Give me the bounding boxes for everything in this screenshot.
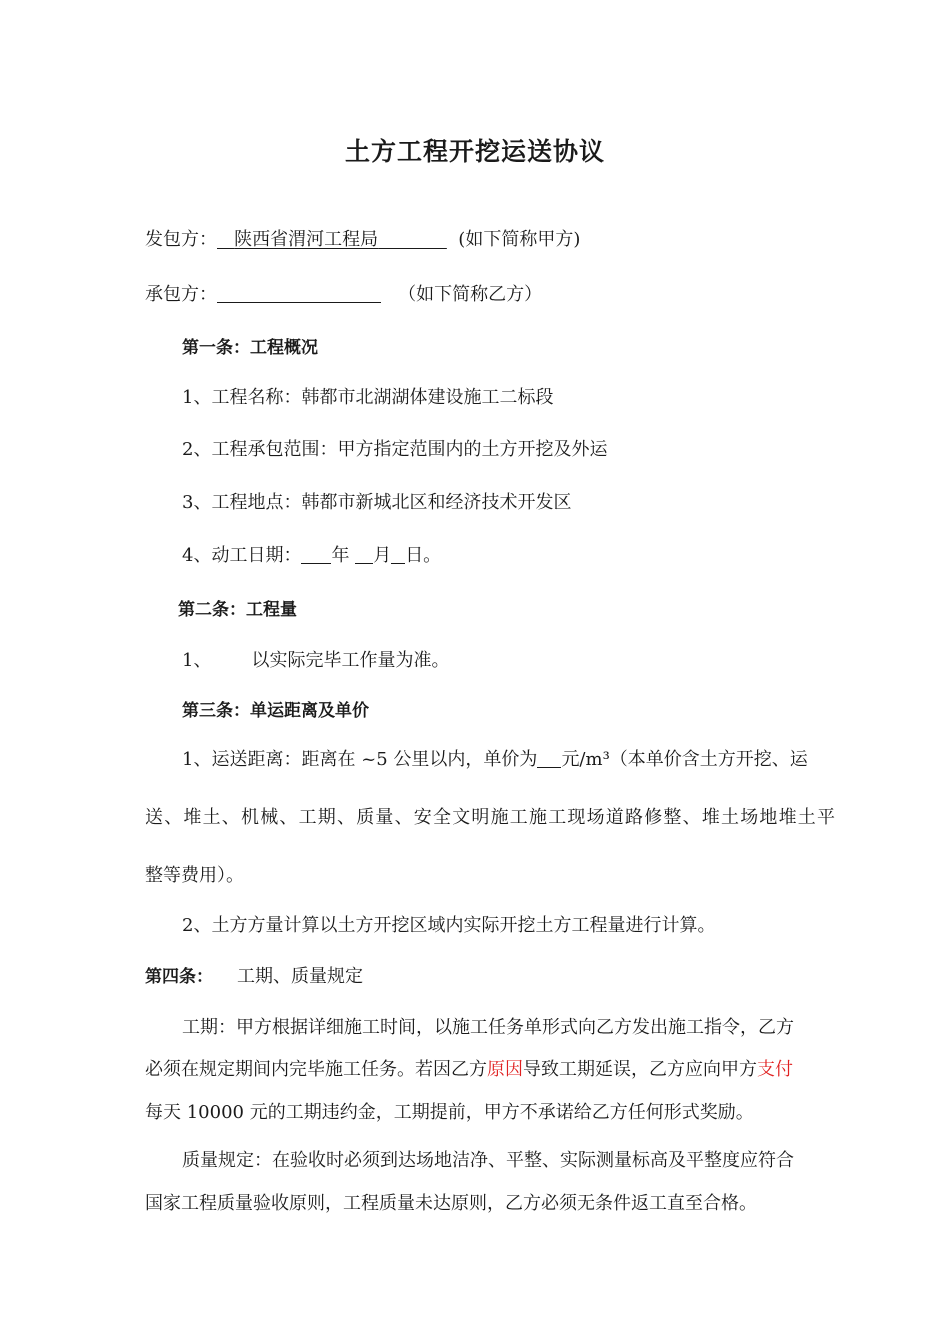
- article2-heading: 第二条：工程量: [178, 600, 297, 620]
- article1-item1: 1、工程名称：韩都市北湖湖体建设施工二标段: [182, 387, 554, 408]
- article1-item2: 2、工程承包范围：甲方指定范围内的土方开挖及外运: [182, 439, 608, 460]
- party-a-line: [145, 228, 580, 252]
- party-b-blank: [217, 284, 381, 303]
- party-a-label: 发包方：: [145, 229, 217, 250]
- article1-item4: 4、动工日期： 年 月 日。: [182, 545, 442, 566]
- highlight-pay: 支付: [757, 1059, 793, 1080]
- schedule-line1: 工期：甲方根据详细施工时间，以施工任务单形式向乙方发出施工指令，乙方: [182, 1017, 794, 1038]
- highlight-reason: 原因: [487, 1059, 523, 1080]
- party-b-label: 承包方：: [145, 284, 217, 305]
- party-a-note: (如下简称甲方): [458, 229, 581, 250]
- party-a-value: 陕西省渭河工程局: [234, 229, 379, 250]
- schedule-line2: 必须在规定期间内完毕施工任务。若因乙方原因导致工期延误，乙方应向甲方支付: [145, 1059, 793, 1080]
- article1-item3: 3、工程地点：韩都市新城北区和经济技术开发区: [182, 492, 572, 513]
- party-b-line: [145, 283, 542, 307]
- schedule-line3: 每天 10000 元的工期违约金，工期提前，甲方不承诺给乙方任何形式奖励。: [145, 1102, 754, 1123]
- article1-heading: 第一条：工程概况: [182, 338, 318, 358]
- article3-heading: 第三条：单运距离及单价: [182, 701, 369, 721]
- article2-item1: 1、 以实际完毕工作量为准。: [182, 650, 450, 671]
- article3-item1-line1: 1、运送距离：距离在 ~5 公里以内，单价为 元/m³（本单价含土方开挖、运: [182, 749, 808, 770]
- article4-heading-line: [145, 965, 363, 989]
- article4-heading: 第四条：: [145, 967, 213, 987]
- article3-item2: 2、土方方量计算以土方开挖区域内实际开挖土方工程量进行计算。: [182, 915, 716, 936]
- article4-heading-text: 工期、质量规定: [237, 966, 363, 987]
- party-b-note: （如下简称乙方）: [398, 284, 543, 305]
- quality-line1: 质量规定：在验收时必须到达场地洁净、平整、实际测量标高及平整度应符合: [182, 1150, 794, 1171]
- article3-item1-line2: 送、堆土、机械、工期、质量、安全文明施工施工现场道路修整、堆土场地堆土平: [145, 807, 835, 828]
- article3-item1-line3: 整等费用）。: [145, 865, 244, 886]
- quality-line2: 国家工程质量验收原则，工程质量未达原则，乙方必须无条件返工直至合格。: [145, 1193, 757, 1214]
- document-title: 土方工程开挖运送协议: [344, 137, 605, 166]
